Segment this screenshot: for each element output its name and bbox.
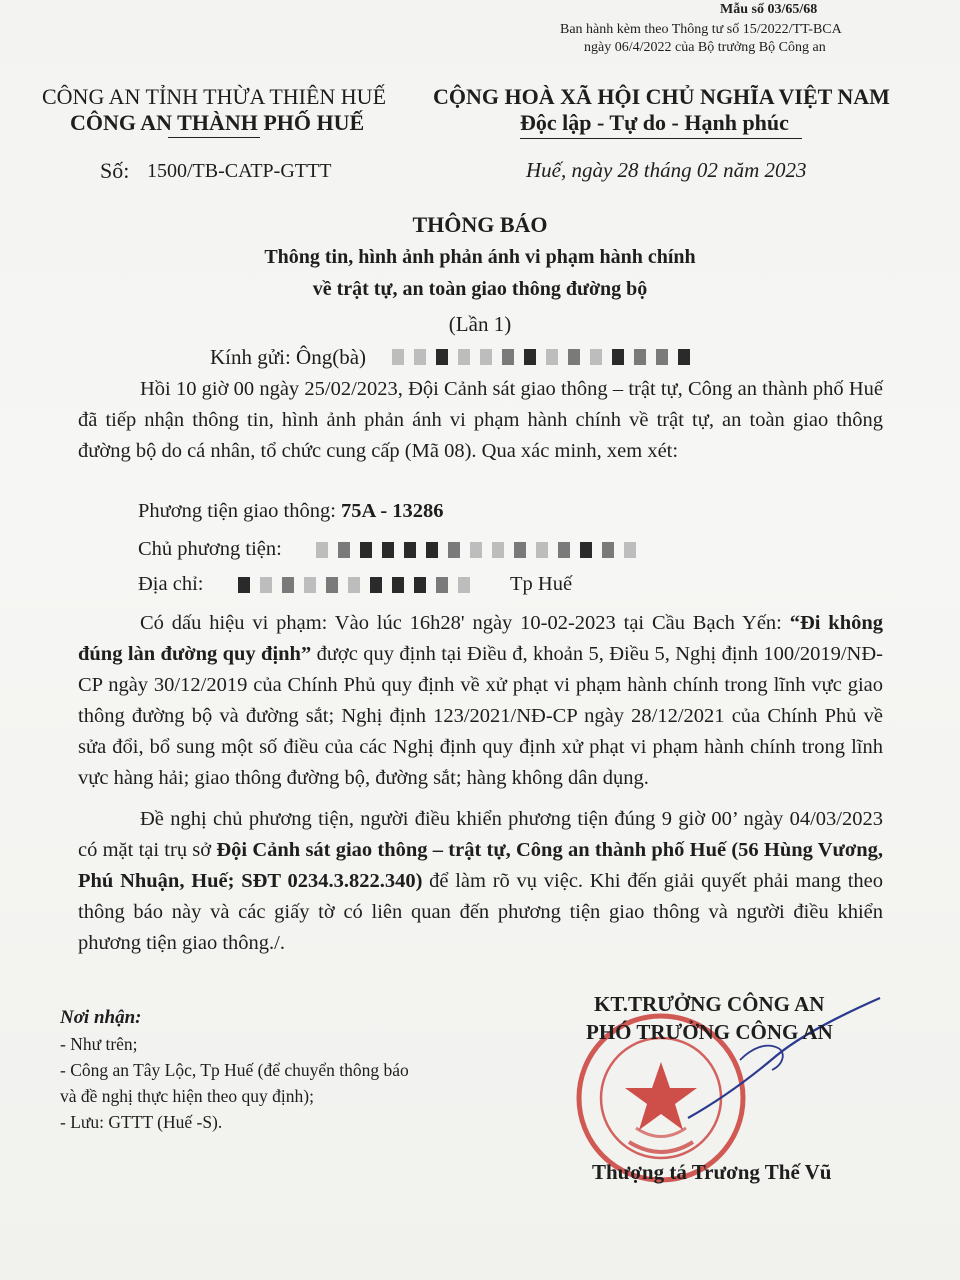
nation-title: CỘNG HOÀ XÃ HỘI CHỦ NGHĨA VIỆT NAM bbox=[433, 84, 890, 109]
receiver-item: - Công an Tây Lộc, Tp Huế (để chuyển thông báo bbox=[60, 1060, 409, 1080]
receiver-item: - Lưu: GTTT (Huế -S). bbox=[60, 1112, 223, 1132]
request-detail: để làm rõ vụ việc. Khi đến giải quyết phải mang theo thông báo này và các giấy tờ có liên quan đến phương tiện giao thông và người điều khiển phương tiện giao thông./. bbox=[78, 870, 883, 954]
paragraph-intro: Hồi 10 giờ 00 ngày 25/02/2023, Đội Cảnh sát giao thông – trật tự, Công an thành phố Huế đã tiếp nhận thông tin, hình ảnh phản ánh vi phạm hành chính về trật tự, an toàn giao thông đường bộ do cá nhân, tổ chức cung cấp (Mã 08). Qua xác minh, xem xét: bbox=[78, 378, 883, 462]
nation-motto: Độc lập - Tự do - Hạnh phúc bbox=[520, 110, 789, 135]
owner-label: Chủ phương tiện: bbox=[138, 538, 282, 560]
document-title: THÔNG BÁO bbox=[412, 212, 548, 237]
violation-detail: được quy định tại Điều đ, khoản 5, Điều 5, Nghị định 100/2019/NĐ-CP ngày 30/12/2019 của Chính Phủ quy định về xử phạt vi phạm hành chính trong lĩnh vực giao thông đường bộ và đường sắt; Nghị định 123/2021/NĐ-CP ngày 28/12/2021 của Chính Phủ về sửa đổi, bổ sung một số điều của các Nghị định quy định xử phạt vi phạm hành chính trong lĩnh vực hàng hải; giao thông đường bộ, đường sắt; hàng không dân dụng. bbox=[78, 643, 883, 789]
receivers-block bbox=[60, 1005, 409, 1135]
form-issued-date: ngày 06/4/2022 của Bộ trưởng Bộ Công an bbox=[584, 40, 826, 55]
address-city: Tp Huế bbox=[510, 573, 573, 595]
vehicle-plate: 75A - 13286 bbox=[341, 500, 444, 522]
receiver-item: - Như trên; bbox=[60, 1034, 138, 1054]
request-intro: Đề nghị chủ phương tiện, người điều khiển phương tiện đúng 9 giờ 00’ ngày 04/03/2023 có mặt tại trụ sở bbox=[78, 808, 883, 861]
owner-row bbox=[138, 538, 282, 561]
violation-intro: Có dấu hiệu vi phạm: Vào lúc 16h28' ngày 10-02-2023 tại Cầu Bạch Yến: bbox=[140, 612, 782, 634]
address-label: Địa chỉ: bbox=[138, 573, 204, 595]
address-row bbox=[138, 573, 203, 596]
redacted-recipient bbox=[392, 348, 700, 370]
receiver-item: và đề nghị thực hiện theo quy định); bbox=[60, 1086, 314, 1106]
signature-title-1: KT.TRƯỞNG CÔNG AN bbox=[594, 992, 825, 1016]
receivers-title: Nơi nhận: bbox=[60, 1007, 142, 1028]
paragraph-request bbox=[78, 804, 883, 959]
form-issued-with: Ban hành kèm theo Thông tư số 15/2022/TT-BCA bbox=[560, 22, 842, 37]
document-subtitle-1: Thông tin, hình ảnh phản ánh vi phạm hành chính bbox=[264, 246, 696, 268]
notice-count: (Lần 1) bbox=[448, 312, 512, 336]
agency-underline bbox=[168, 137, 260, 138]
violation-name: “Đi không đúng làn đường quy định” bbox=[78, 612, 883, 665]
doc-number: 1500/TB-CATP-GTTT bbox=[147, 160, 332, 182]
signature-title-2: PHÓ TRƯỞNG CÔNG AN bbox=[586, 1020, 833, 1044]
document-subtitle-2: về trật tự, an toàn giao thông đường bộ bbox=[312, 278, 648, 300]
agency-name: CÔNG AN THÀNH PHỐ HUẾ bbox=[70, 110, 365, 135]
agency-parent: CÔNG AN TỈNH THỪA THIÊN HUẾ bbox=[42, 84, 387, 109]
doc-number-label: Số: bbox=[100, 158, 130, 183]
place-date: Huế, ngày 28 tháng 02 năm 2023 bbox=[526, 158, 807, 182]
form-number: Mẫu số 03/65/68 bbox=[720, 2, 818, 17]
paragraph-violation bbox=[78, 608, 883, 794]
redacted-address bbox=[238, 576, 480, 598]
redacted-owner bbox=[316, 541, 646, 563]
recipient-label: Kính gửi: Ông(bà) bbox=[210, 345, 367, 369]
motto-underline bbox=[520, 138, 802, 139]
request-place: Đội Cảnh sát giao thông – trật tự, Công an thành phố Huế (56 Hùng Vương, Phú Nhuận, Huế; SĐT 0234.3.822.340) bbox=[78, 839, 883, 892]
vehicle-row bbox=[138, 500, 444, 523]
signer-name: Thượng tá Trương Thế Vũ bbox=[592, 1160, 832, 1184]
vehicle-label: Phương tiện giao thông: bbox=[138, 500, 336, 522]
